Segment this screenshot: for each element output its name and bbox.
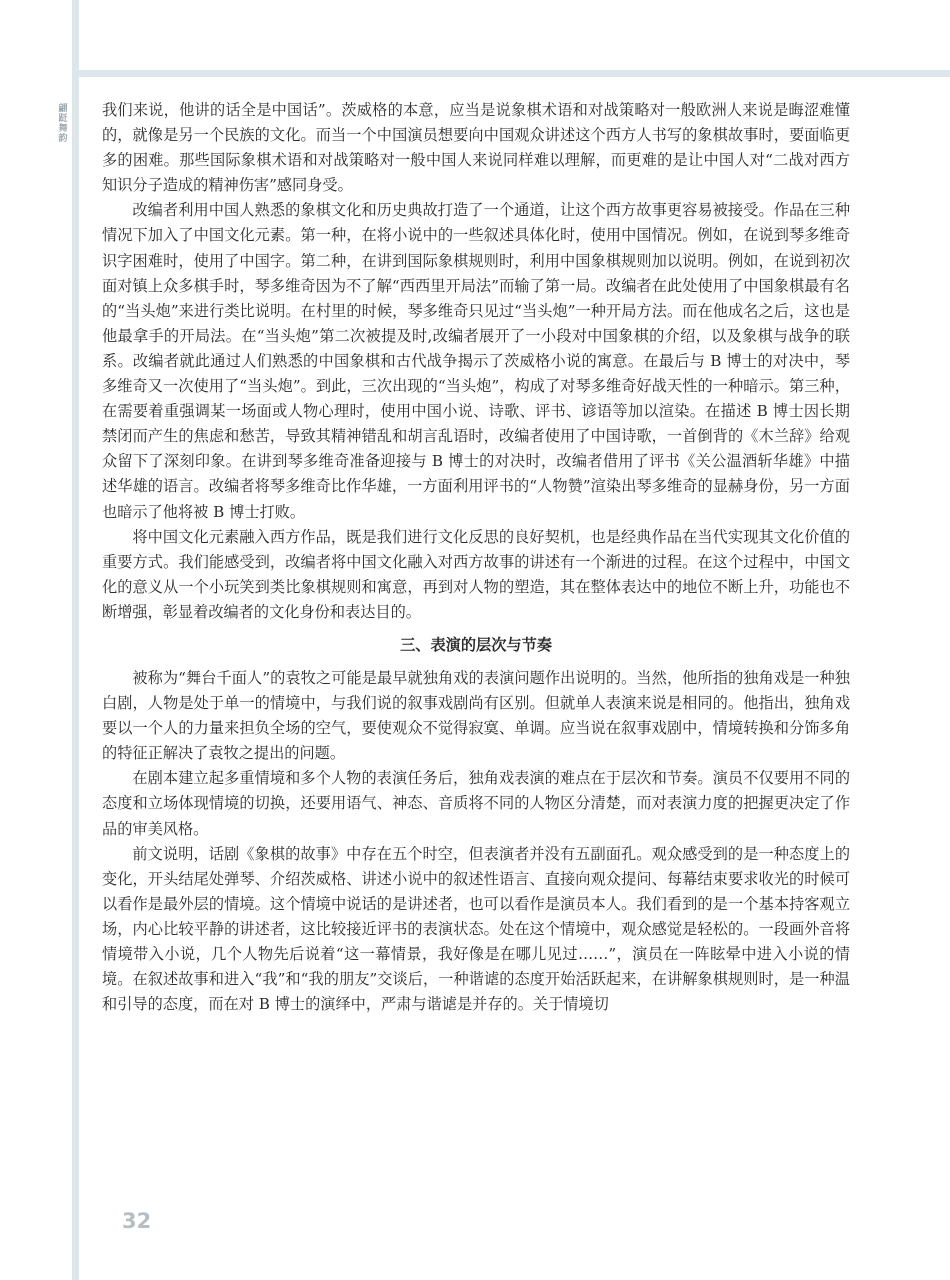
section-heading: 三、表演的层次与节奏 — [400, 635, 552, 654]
side-label-char: 舞 — [58, 124, 68, 134]
side-label-char: 跹 — [58, 114, 68, 124]
side-label-char: 韵 — [58, 134, 68, 144]
side-label-char: 翩 — [58, 104, 68, 114]
paragraph: 将中国文化元素融入西方作品，既是我们进行文化反思的良好契机，也是经典作品在当代实现其文化价值的重要方式。我们能感受到，改编者将中国文化融入对西方故事的讲述有一个渐进的过程。在这个过程中，中国文化的意义从一个小玩笑到类比象棋规则和寓意，再到对人物的塑造，其在整体表达中的地位不断上升，功能也不断增强，彰显着改编者的文化身份和表达目的。 — [102, 527, 850, 621]
paragraph: 前文说明，话剧《象棋的故事》中存在五个时空，但表演者并没有五副面孔。观众感受到的是一种态度上的变化，开头结尾处弹琴、介绍茨威格、讲述小说中的叙述性语言、直接向观众提问、每幕结束要求收光的时候可以看作是最外层的情境。这个情境中说话的是讲述者，也可以看作是演员本人。我们看到的是一个基本持客观立场，内心比较平静的讲述者，这比较接近评书的表演状态。处在这个情境中，观众感觉是轻松的。一段画外音将情境带入小说，几个人物先后说着“这一幕情景，我好像是在哪儿见过……”，演员在一阵眩晕中进入小说的情境。在叙述故事和进入“我”和“我的朋友”交谈后，一种谐谑的态度开始活跃起来，在讲解象棋规则时，是一种温和引导的态度，而在对 B 博士的演绎中，严肃与谐谑是并存的。关于情境切 — [102, 844, 850, 1014]
paragraph: 被称为“舞台千面人”的袁牧之可能是最早就独角戏的表演问题作出说明的。当然，他所指的独角戏是一种独白剧，人物是处于单一的情境中，与我们说的叙事戏剧尚有区别。但就单人表演来说是相同的。他指出，独角戏要以一个人的力量来担负全场的空气，要使观众不觉得寂寞、单调。应当说在叙事戏剧中，情境转换和分饰多角的特征正解决了袁牧之提出的问题。 — [102, 668, 850, 763]
left-margin-bar — [72, 0, 79, 1280]
header-rule — [72, 70, 950, 77]
paragraph: 在剧本建立起多重情境和多个人物的表演任务后，独角戏表演的难点在于层次和节奏。演员不仅要用不同的态度和立场体现情境的切换，还要用语气、神态、音质将不同的人物区分清楚，而对表演力度的把握更决定了作品的审美风格。 — [102, 769, 850, 838]
article-body — [102, 98, 850, 1017]
page-number: 32 — [122, 1209, 152, 1233]
paragraph: 改编者利用中国人熟悉的象棋文化和历史典故打造了一个通道，让这个西方故事更容易被接受。作品在三种情况下加入了中国文化元素。第一种，在将小说中的一些叙述具体化时，使用中国情况。例如，在说到琴多维奇识字困难时，使用了中国字。第二种，在讲到国际象棋规则时，利用中国象棋规则加以说明。例如，在说到初次面对镇上众多棋手时，琴多维奇因为不了解“西西里开局法”而输了第一局。改编者在此处使用了中国象棋最有名的“当头炮”来进行类比说明。在村里的时候，琴多维奇只见过“当头炮”一种开局方法。而在他成名之后，这也是他最拿手的开局法。在“当头炮”第二次被提及时,改编者展开了一小段对中国象棋的介绍，以及象棋与战争的联系。改编者就此通过人们熟悉的中国象棋和古代战争揭示了茨威格小说的寓意。在最后与 B 博士的对决中，琴多维奇又一次使用了“当头炮”。到此，三次出现的“当头炮”，构成了对琴多维奇好战天性的一种暗示。第三种，在需要着重强调某一场面或人物心理时，使用中国小说、诗歌、评书、谚语等加以渲染。在描述 B 博士因长期禁闭而产生的焦虑和愁苦，导致其精神错乱和胡言乱语时，改编者使用了中国诗歌，一首倒背的《木兰辞》给观众留下了深刻印象。在讲到琴多维奇准备迎接与 B 博士的对决时，改编者借用了评书《关公温酒斩华雄》中描述华雄的语言。改编者将琴多维奇比作华雄，一方面利用评书的“人物赞”渲染出琴多维奇的显赫身份，另一方面也暗示了他将被 B 博士打败。 — [102, 201, 850, 521]
section-side-label — [56, 104, 70, 144]
paragraph: 我们来说，他讲的话全是中国话”。茨威格的本意，应当是说象棋术语和对战策略对一般欧洲人来说是晦涩难懂的，就像是另一个民族的文化。而当一个中国演员想要向中国观众讲述这个西方人书写的象棋故事时，要面临更多的困难。那些国际象棋术语和对战策略对一般中国人来说同样难以理解，而更难的是让中国人对“二战对西方知识分子造成的精神伤害”感同身受。 — [102, 101, 850, 195]
